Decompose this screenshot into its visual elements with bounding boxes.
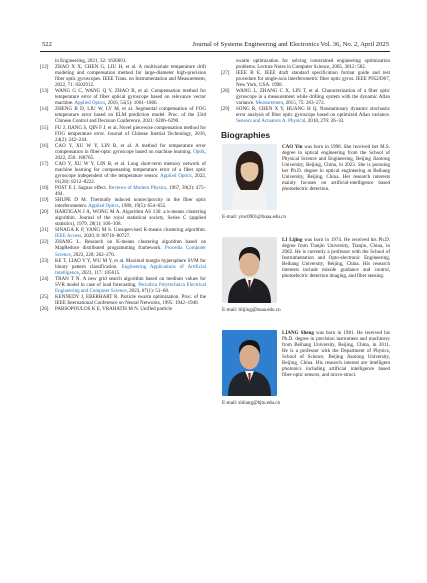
reference-item — [221, 70, 390, 88]
reference-text: , 2023, 67(1): 51–60. — [126, 287, 170, 294]
reference-text: , 2023, 228: 262–270. — [70, 251, 116, 258]
reference-text: FU J, JIANG S, QIN F J, et al. Novel piecewise compensation method for FOG temperature error. Journal of Chinese Inertial Technology, 2016, 24(2): 242–244. — [55, 124, 206, 143]
reference-text: KENNEDY J, EBERHART R. Particle swarm optimization. Proc. of the IEEE International Conference on Neural Networks, 1995: 1942–1948. — [55, 293, 206, 306]
biography-li-lijing — [221, 237, 390, 330]
bio-email: E-mail: shliang@bjtu.edu.cn — [222, 399, 281, 406]
reference-journal-link[interactable]: Sensors and Actuators A: Physical — [236, 118, 306, 125]
reference-text: swarm optimization for solving constrained engineering optimization problems. Lecture Notes in Computer Science, 2005, 3612: 582. — [236, 58, 390, 71]
reference-text: , 2022, 256: 168765. — [55, 148, 206, 161]
reference-text: ZHAO X X, CHEN G, LIU H, et al. A multivariate temperature drift modeling and compensation method for large-diameter high-precision fiber optic gyroscopes. IEEE Trans. on Instrumentation and Measurement, 2022, 71: 8502912. — [55, 64, 206, 89]
reference-text: TRAN T N. A new grid search algorithm based on medium values for SVR model in case of load forecasting. — [55, 275, 206, 288]
reference-text: , 2020, 8: 80716–80727. — [81, 233, 131, 240]
photo-cao-yin — [222, 144, 277, 210]
bio-email: E-mail: lilijing@buaa.edu.cn — [222, 306, 281, 313]
reference-text: , 2016, 55(5): 1061–1066. — [105, 100, 158, 107]
header-rule — [40, 51, 390, 52]
reference-item — [40, 125, 206, 143]
journal-header: Journal of Systems Engineering and Electronics Vol. 36, No. 2, April 2025 — [192, 41, 389, 48]
reference-text: PARSOPOULOS K E, VRAHATIS M N. Unified particle — [55, 305, 173, 312]
right-column — [221, 58, 390, 423]
bio-text-cao-yin — [282, 144, 390, 192]
reference-item — [40, 88, 206, 106]
reference-text: , 1967, 39(2): 475–494. — [55, 184, 206, 198]
reference-text: HARTIGAN J A, WONG M A. Algorithm AS 136: a k-means clustering algorithm. Journal of the royal statistical society, Series C (applied statistics), 1979, 28(1): 100–108. — [55, 209, 206, 228]
reference-item — [221, 106, 390, 124]
reference-list-continued — [221, 58, 390, 125]
reference-number: [26] — [40, 305, 49, 312]
reference-number: [29] — [221, 106, 230, 113]
reference-item — [40, 276, 206, 294]
reference-text: KE T, LIAO Y Y, WU M Y, et al. Maximal margin hypersphere SVM for binary pattern classification. — [55, 257, 206, 270]
reference-item — [221, 58, 390, 70]
reference-number: [25] — [40, 293, 49, 300]
bio-name: LIANG Sheng — [282, 329, 314, 336]
bio-name: LI Lijing — [282, 236, 303, 243]
biography-cao-yin — [221, 144, 390, 237]
reference-item — [40, 185, 206, 197]
reference-text: , 2018, 276: 26–33. — [305, 118, 345, 125]
reference-item — [40, 64, 206, 88]
reference-number: [18] — [40, 184, 49, 191]
reference-text: , 2015, 75: 263–272. — [283, 100, 325, 107]
bio-body: was born in 1981. He received his Ph.D. degree in precision instrument and machinery from Beihang University, Beijing, China, in 2011. He is a professor with the Department of Physics, School of Science, Beijing Jiaotong University, Beijing, China. His research interest are intelligent photonics including artificial intelligence based fiber-optic sensors, and micro-struct. — [282, 329, 390, 378]
reference-journal-link[interactable]: IEEE Access — [55, 233, 82, 240]
reference-journal-link[interactable]: Applied Optics — [160, 172, 192, 179]
reference-text: CAO Y, XU W Y, LIN B, et al. A method for temperature error compensation in fiber-optic gyroscope based on machine learning. — [55, 142, 206, 155]
reference-journal-link[interactable]: Applied Optics — [88, 203, 119, 210]
reference-item — [40, 239, 206, 257]
reference-number: [22] — [40, 239, 49, 246]
reference-item — [40, 294, 206, 306]
biographies-heading: Biographies — [221, 129, 271, 140]
reference-text: , 2023, 117: 105615. — [78, 269, 121, 276]
reference-number: [19] — [40, 197, 49, 204]
reference-text: IEEE B E. IEEE draft standard specification format guide and test procedure for single-axis interferometric fiber optic gyros. IEEE P952/D07, New York, USA. 1998. — [236, 70, 390, 89]
reference-number: [27] — [221, 70, 230, 77]
reference-text: ZHANG L. Research on K-means clustering algorithm based on MapReduce distributed programming framework. — [55, 239, 206, 252]
reference-number: [12] — [40, 64, 49, 71]
bio-email: E-mail: yinc0901@buaa.edu.cn — [222, 213, 286, 220]
reference-number: [15] — [40, 124, 49, 131]
reference-journal-link[interactable]: Optik — [193, 148, 205, 155]
reference-item — [40, 197, 206, 209]
reference-number: [17] — [40, 160, 49, 167]
reference-number: [13] — [40, 88, 49, 95]
reference-text: , 2022, 61(28): 8212–8222. — [55, 172, 207, 185]
bio-text-liang-sheng — [282, 330, 390, 378]
reference-number: [23] — [40, 257, 49, 264]
reference-number: [24] — [40, 275, 49, 282]
reference-journal-link[interactable]: Procedia Computer Science — [55, 245, 206, 258]
reference-text: ZHENG B D, LIU W, LV M, et al. Segmental compensation of FOG temperature error based on ELM prediction model. Proc. of the 33rd Chinese Control and Decision Conference, 2021: 6286–6290. — [55, 106, 206, 125]
reference-item — [40, 258, 206, 276]
reference-item — [40, 227, 206, 239]
reference-text: CAO Y, XU W Y, LIN B, et al. Long short-term memory network of machine learning for compensating temperature error of a fiber optic gyroscope independent of the temperature sensor. — [55, 160, 206, 179]
reference-text: , 1980, 19(5): 654–655. — [118, 203, 167, 210]
reference-journal-link[interactable]: Reviews of Modern Physics — [108, 184, 167, 191]
reference-text: WANG L, ZHANG C X, LIN T, et al. Characterization of a fiber optic gyroscope in a measurement while drilling system with the dynamic Allan variance. — [236, 88, 390, 107]
reference-text: in Engineering, 2021, 32: 1636001. — [55, 58, 127, 64]
reference-item — [40, 106, 206, 124]
photo-liang-sheng — [222, 330, 277, 396]
biography-liang-sheng — [221, 330, 390, 423]
reference-item — [221, 88, 390, 106]
reference-item — [40, 143, 206, 161]
page-number: 522 — [42, 41, 52, 48]
reference-item — [40, 161, 206, 185]
reference-item — [40, 209, 206, 227]
reference-text: SONG R, CHEN X Y, HUANG H Q. Nonstationary dynamic stochastic error analysis of fiber optic gyroscope based on optimized Allan variance. — [236, 106, 390, 119]
reference-number: [28] — [221, 88, 230, 95]
reference-number: [21] — [40, 227, 49, 234]
reference-journal-link[interactable]: Engineering Applications of Artificial Intelligence — [55, 263, 206, 276]
bio-body: was born in 1998. She received her M.S. degree in optical engineering from the School of Physical Science and Engineering, Beijing Jiaotong University, Beijing, China, in 2023. She is pursuing her Ph.D. degree in optical engineering at Beihang University, Beijing, China. Her research interests mainly focuses on artificial-intelligence based photoelectric detection. — [282, 143, 390, 192]
reference-journal-link[interactable]: Applied Optics — [74, 100, 106, 107]
reference-text: SHUPE D M. Thermally induced nonreciprocity in the fiber optic interferometers. — [55, 197, 206, 210]
bio-body: was born in 1974. He received his Ph.D. degree from Tianjin University, Tianjin, China, in 2002. He is currently a professor with the School of Instrumentation and Opto-electronic Engineering, Beihang University, Beijing, China. His research interests include missile guidance and control, photoelectric detection imaging, and fiber sensing. — [282, 236, 390, 279]
reference-journal-link[interactable]: Periodica Polytechnica Electrical Engineering and Computer Science — [55, 281, 207, 294]
reference-number: [14] — [40, 106, 49, 113]
photo-li-lijing — [222, 237, 277, 303]
reference-text: SINAGA K P, YANG M S. Unsupervised K-means clustering algorithm. — [55, 227, 206, 234]
reference-journal-link[interactable]: Measurement — [255, 100, 284, 107]
reference-number: [16] — [40, 142, 49, 149]
reference-item — [40, 306, 206, 312]
reference-text: WANG G C, WANG Q Y, ZHAO B, et al. Compensation method for temperature error of fiber optical gyroscope based on relevance vector machine. — [55, 88, 206, 107]
reference-number: [20] — [40, 209, 49, 216]
bio-text-li-lijing — [282, 237, 390, 279]
reference-text: POST E J. Sagnac effect. — [55, 184, 109, 191]
left-column — [40, 58, 206, 312]
bio-name: CAO Yin — [282, 143, 303, 150]
